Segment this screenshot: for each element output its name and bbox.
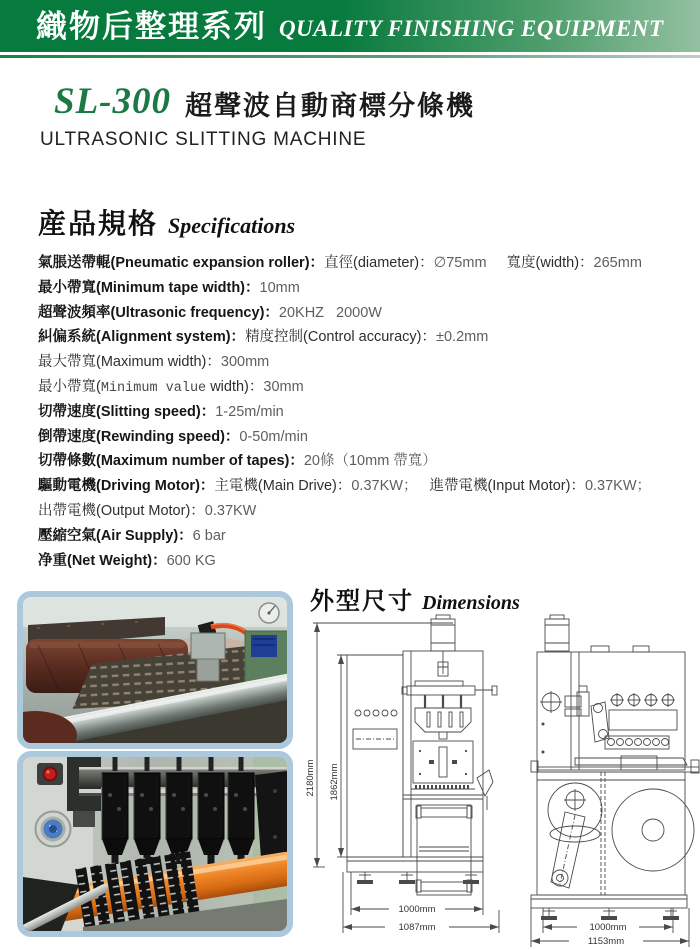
- dimensions-heading-en: Dimensions: [422, 592, 520, 614]
- spec-list: [38, 251, 668, 573]
- spec-row: [38, 425, 668, 450]
- spec-segment: 20KHZ: [278, 304, 325, 321]
- spec-segment: 倒帶速度(Rewinding speed)：: [38, 428, 240, 445]
- product-title-block: [40, 80, 475, 151]
- side-view-drawing: [513, 610, 700, 948]
- front-view-drawing: [303, 610, 508, 948]
- spec-row: [38, 474, 668, 499]
- tape-roll: [612, 789, 694, 871]
- banner-underline: [0, 55, 700, 58]
- spec-segment: 10mm: [259, 279, 300, 296]
- spec-row: [38, 449, 668, 474]
- spec-segment: 切帶條數(Maximum number of tapes)：: [38, 453, 304, 470]
- spec-segment: 壓縮空氣(Air Supply)：: [38, 527, 193, 544]
- spec-segment: width)：: [206, 378, 264, 395]
- header-banner: [0, 0, 700, 52]
- spec-row: [38, 400, 668, 425]
- control-cabinet: [347, 655, 403, 857]
- spec-row: [38, 549, 668, 574]
- specifications-heading-cjk: 産品規格: [38, 208, 159, 239]
- model-line: [40, 80, 475, 123]
- dim-height-outer: [305, 623, 453, 867]
- spec-segment: 最小帶寬(: [38, 378, 101, 395]
- machine-tower: [402, 615, 497, 895]
- svg-text:1087mm: 1087mm: [398, 922, 436, 933]
- spec-segment: 1-25m/min: [215, 403, 284, 420]
- spec-segment: 净重(Net Weight)：: [38, 552, 167, 569]
- spec-segment: 驅動電機(Driving Motor)：: [38, 478, 215, 495]
- spec-segment: 超聲波頻率(Ultrasonic frequency)：: [38, 304, 279, 321]
- spec-segment: 精度控制(Control accuracy)：: [245, 329, 437, 346]
- spec-segment: ∅75mm: [433, 255, 487, 271]
- spec-row: [38, 251, 668, 276]
- dim-height-inner: [329, 655, 403, 857]
- svg-text:1000mm: 1000mm: [398, 904, 436, 915]
- svg-text:1862mm: 1862mm: [329, 763, 340, 801]
- spec-segment: 最小帶寬(Minimum tape width)：: [38, 279, 260, 296]
- spec-segment: 出帶電機(Output Motor)：: [38, 502, 205, 519]
- spec-segment: 265mm: [593, 255, 642, 271]
- specifications-heading: [38, 202, 668, 242]
- product-name-cjk: 超聲波自動商標分條機: [185, 91, 475, 121]
- side-lower: [537, 772, 694, 895]
- spec-segment: 進帶電機(Input Motor)：: [429, 478, 585, 495]
- spec-segment: 寬度(width)：: [506, 255, 594, 271]
- product-name-en: ULTRASONIC SLITTING MACHINE: [40, 129, 367, 150]
- spec-segment: 600 KG: [166, 552, 216, 569]
- specifications-section: [38, 202, 668, 573]
- svg-text:1000mm: 1000mm: [589, 922, 627, 933]
- spec-segment: 0-50m/min: [239, 428, 308, 445]
- spec-row: [38, 301, 668, 326]
- side-body: [531, 615, 699, 773]
- spec-row: [38, 325, 668, 350]
- banner-title-cjk: 織物后整理系列: [36, 8, 267, 44]
- spec-segment: 主電機(Main Drive)：: [214, 478, 352, 495]
- spec-row: [38, 276, 668, 301]
- banner-title-en: QUALITY FINISHING EQUIPMENT: [279, 16, 664, 41]
- spec-segment: 300mm: [220, 354, 270, 371]
- machine-photo-cutters: [17, 751, 293, 937]
- machine-base: [347, 857, 483, 884]
- spec-segment: Minimum value: [100, 380, 207, 396]
- spec-segment: 2000W: [336, 304, 382, 321]
- sight-glass: [36, 812, 71, 847]
- machine-photo-rollers: [17, 591, 293, 749]
- spec-segment: 氣脹送帶輥(Pneumatic expansion roller)：: [38, 255, 325, 271]
- toothed-strip: [415, 785, 469, 789]
- spec-segment: 直徑(diameter)：: [324, 255, 434, 271]
- spec-segment: 20條（10mm 帶寬）: [303, 453, 437, 470]
- svg-text:2180mm: 2180mm: [305, 759, 316, 797]
- specifications-heading-en: Specifications: [168, 213, 296, 238]
- spec-row: [38, 350, 668, 375]
- spec-segment: 6 bar: [192, 527, 226, 544]
- cutters-photo-art: [23, 757, 287, 931]
- spec-segment: 0.37KW；: [584, 478, 652, 495]
- rollers-photo-art: [23, 597, 287, 743]
- spec-segment: 糾偏系統(Alignment system)：: [38, 329, 246, 346]
- spec-row: [38, 375, 668, 400]
- model-number: SL-300: [54, 81, 171, 122]
- spec-segment: ±0.2mm: [436, 329, 489, 346]
- spec-segment: 0.37KW: [204, 502, 257, 519]
- spec-segment: 切帶速度(Slitting speed)：: [38, 403, 216, 420]
- bolt-circles: [610, 693, 675, 707]
- spec-row: [38, 524, 668, 549]
- svg-text:1153mm: 1153mm: [587, 936, 625, 947]
- spec-segment: 最大帶寬(Maximum width)：: [38, 354, 221, 371]
- side-base: [531, 895, 687, 920]
- pressure-gauge: [259, 603, 279, 623]
- spec-segment: 0.37KW；: [351, 478, 418, 495]
- spec-row: [38, 499, 668, 524]
- red-button: [37, 763, 63, 785]
- dimensions-heading-cjk: 外型尺寸: [310, 588, 414, 615]
- spec-segment: 30mm: [263, 378, 304, 395]
- dim-width-inner: [543, 908, 673, 933]
